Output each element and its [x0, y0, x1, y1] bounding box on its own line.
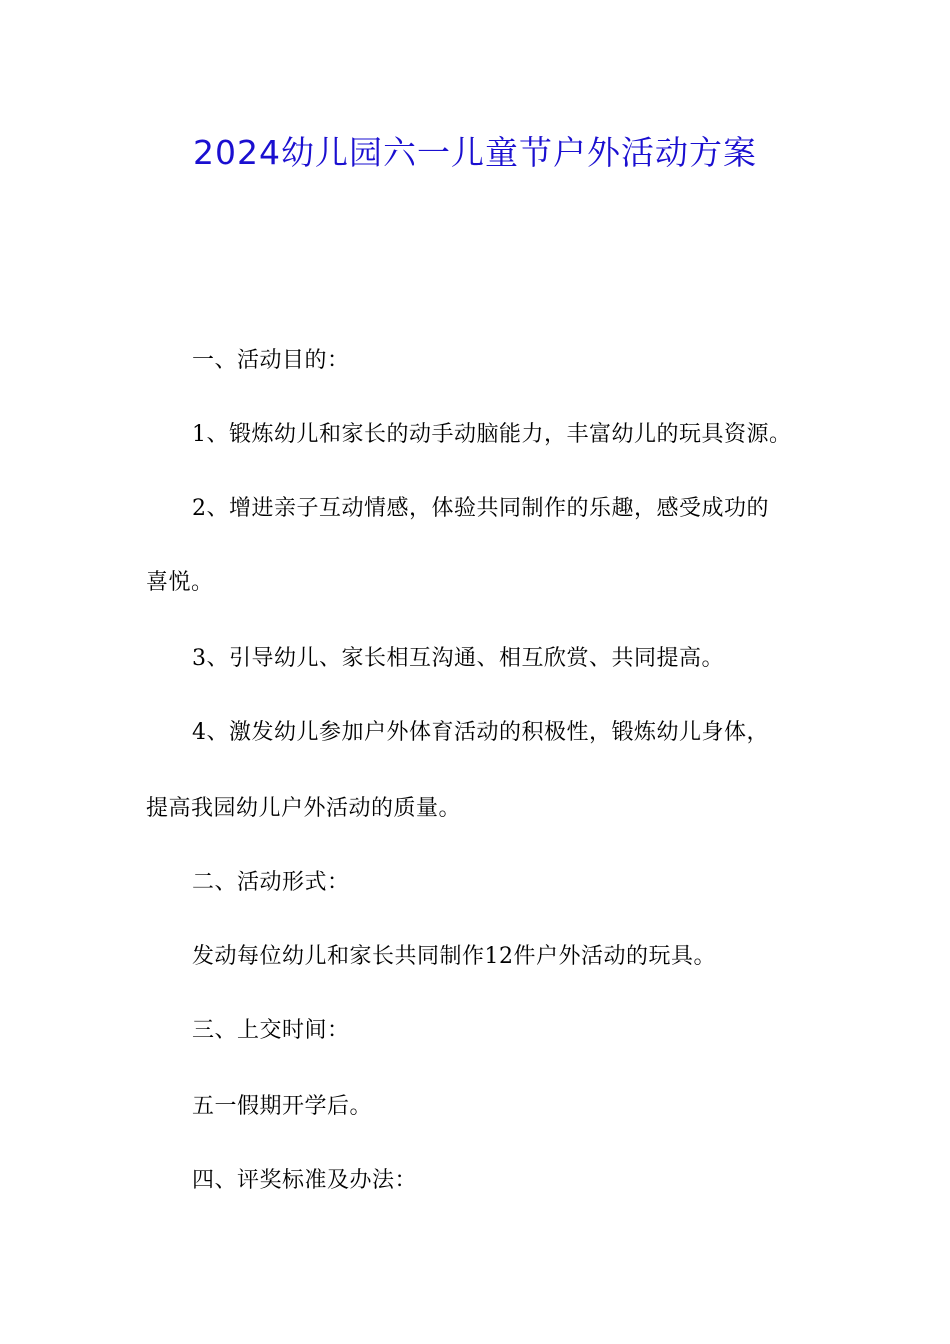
- paragraph-line: 提高我园幼儿户外活动的质量。: [146, 796, 462, 821]
- paragraph-line: 4、激发幼儿参加户外体育活动的积极性，锻炼幼儿身体，: [192, 720, 769, 745]
- paragraph-line: 五一假期开学后。: [192, 1094, 373, 1119]
- paragraph-line: 1、锻炼幼儿和家长的动手动脑能力，丰富幼儿的玩具资源。: [192, 422, 792, 447]
- section-heading-purpose: 一、活动目的：: [192, 348, 350, 373]
- paragraph-line: 喜悦。: [146, 570, 214, 595]
- section-heading-format: 二、活动形式：: [192, 870, 350, 895]
- paragraph-line: 3、引导幼儿、家长相互沟通、相互欣赏、共同提高。: [192, 646, 724, 671]
- document-title: 2024幼儿园六一儿童节户外活动方案: [193, 133, 757, 172]
- paragraph-line: 2、增进亲子互动情感，体验共同制作的乐趣，感受成功的: [192, 496, 769, 521]
- section-heading-submit-time: 三、上交时间：: [192, 1018, 350, 1043]
- paragraph-line: 发动每位幼儿和家长共同制作12件户外活动的玩具。: [192, 944, 716, 969]
- section-heading-award-criteria: 四、评奖标准及办法：: [192, 1168, 418, 1193]
